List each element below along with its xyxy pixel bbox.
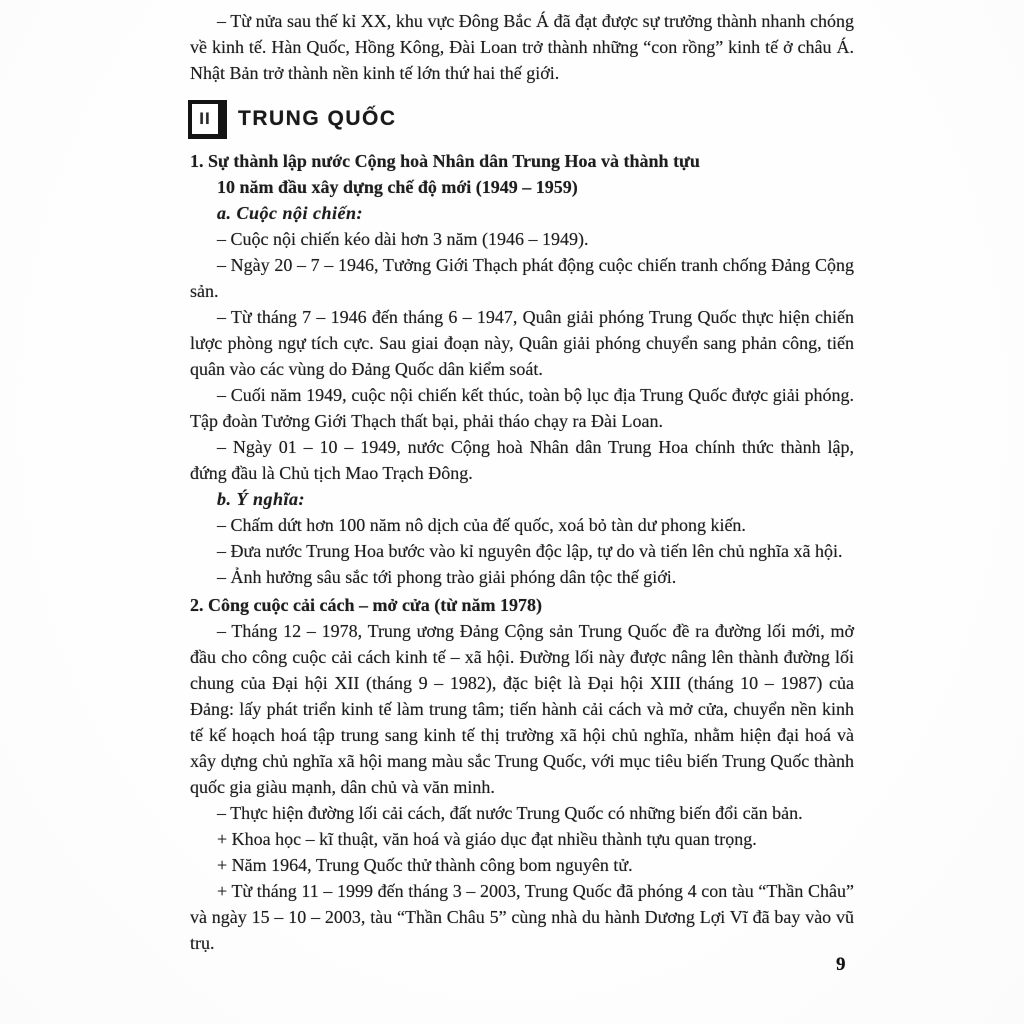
page-number: 9 [836, 954, 846, 975]
heading-topic1-line1: 1. Sự thành lập nước Cộng hoà Nhân dân Trung Hoa và thành tựu [190, 151, 700, 171]
bullet-item: – Ngày 20 – 7 – 1946, Tưởng Giới Thạch phát động cuộc chiến tranh chống Đảng Cộng sản. [190, 255, 854, 301]
paragraph: + Từ tháng 11 – 1999 đến tháng 3 – 2003, Trung Quốc đã phóng 4 con tàu “Thần Châu” và ngày 15 – 10 – 2003, tàu “Thần Châu 5” cùng nhà du hành Dương Lợi Vĩ đã bay vào vũ trụ. [190, 881, 854, 953]
section-number-badge: II [188, 100, 227, 139]
heading-topic1 [190, 148, 854, 200]
paragraph: + Năm 1964, Trung Quốc thử thành công bom nguyên tử. [217, 855, 633, 875]
bullet-item: – Cuộc nội chiến kéo dài hơn 3 năm (1946 – 1949). [217, 229, 589, 249]
heading-topic1-line2: 10 năm đầu xây dựng chế độ mới (1949 – 1959) [217, 177, 578, 197]
page-content [190, 8, 854, 956]
section-header [188, 99, 854, 139]
bullet-item: – Ảnh hưởng sâu sắc tới phong trào giải phóng dân tộc thế giới. [217, 567, 677, 587]
intro-paragraph: – Từ nửa sau thế kỉ XX, khu vực Đông Bắc Á đã đạt được sự trưởng thành nhanh chóng về kinh tế. Hàn Quốc, Hồng Kông, Đài Loan trở thành những “con rồng” kinh tế ở châu Á. Nhật Bản trở thành nền kinh tế lớn thứ hai thế giới. [190, 11, 854, 83]
section-title: TRUNG QUỐC [238, 107, 397, 130]
bullet-item: – Từ tháng 7 – 1946 đến tháng 6 – 1947, Quân giải phóng Trung Quốc thực hiện chiến lược phòng ngự tích cực. Sau giai đoạn này, Quân giải phóng chuyển sang phản công, tiến quân vào các vùng do Đảng Quốc dân kiểm soát. [190, 307, 854, 379]
paragraph: – Thực hiện đường lối cải cách, đất nước Trung Quốc có những biến đổi căn bản. [217, 803, 803, 823]
subheading-a: a. Cuộc nội chiến: [217, 203, 364, 223]
bullet-item: – Cuối năm 1949, cuộc nội chiến kết thúc, toàn bộ lục địa Trung Quốc được giải phóng. Tập đoàn Tưởng Giới Thạch thất bại, phải tháo chạy ra Đài Loan. [190, 385, 854, 431]
heading-topic2: 2. Công cuộc cải cách – mở cửa (từ năm 1978) [190, 595, 543, 615]
bullet-item: – Đưa nước Trung Hoa bước vào kỉ nguyên độc lập, tự do và tiến lên chủ nghĩa xã hội. [217, 541, 843, 561]
paragraph: + Khoa học – kĩ thuật, văn hoá và giáo dục đạt nhiều thành tựu quan trọng. [217, 829, 757, 849]
bullet-item: – Ngày 01 – 10 – 1949, nước Cộng hoà Nhân dân Trung Hoa chính thức thành lập, đứng đầu là Chủ tịch Mao Trạch Đông. [190, 437, 854, 483]
paragraph: – Tháng 12 – 1978, Trung ương Đảng Cộng sản Trung Quốc đề ra đường lối mới, mở đầu cho công cuộc cải cách kinh tế – xã hội. Đường lối này được nâng lên thành đường lối chung của Đại hội XII (tháng 9 – 1982), đặc biệt là Đại hội XIII (tháng 10 – 1987) của Đảng: lấy phát triển kinh tế làm trung tâm; tiến hành cải cách và mở cửa, chuyển nền kinh tế kế hoạch hoá tập trung sang kinh tế thị trường xã hội chủ nghĩa, nhằm hiện đại hoá và xây dựng chủ nghĩa xã hội mang màu sắc Trung Quốc, với mục tiêu biến Trung Quốc thành quốc gia giàu mạnh, dân chủ và văn minh. [190, 621, 854, 797]
subheading-b: b. Ý nghĩa: [217, 489, 306, 509]
bullet-item: – Chấm dứt hơn 100 năm nô dịch của đế quốc, xoá bỏ tàn dư phong kiến. [217, 515, 746, 535]
